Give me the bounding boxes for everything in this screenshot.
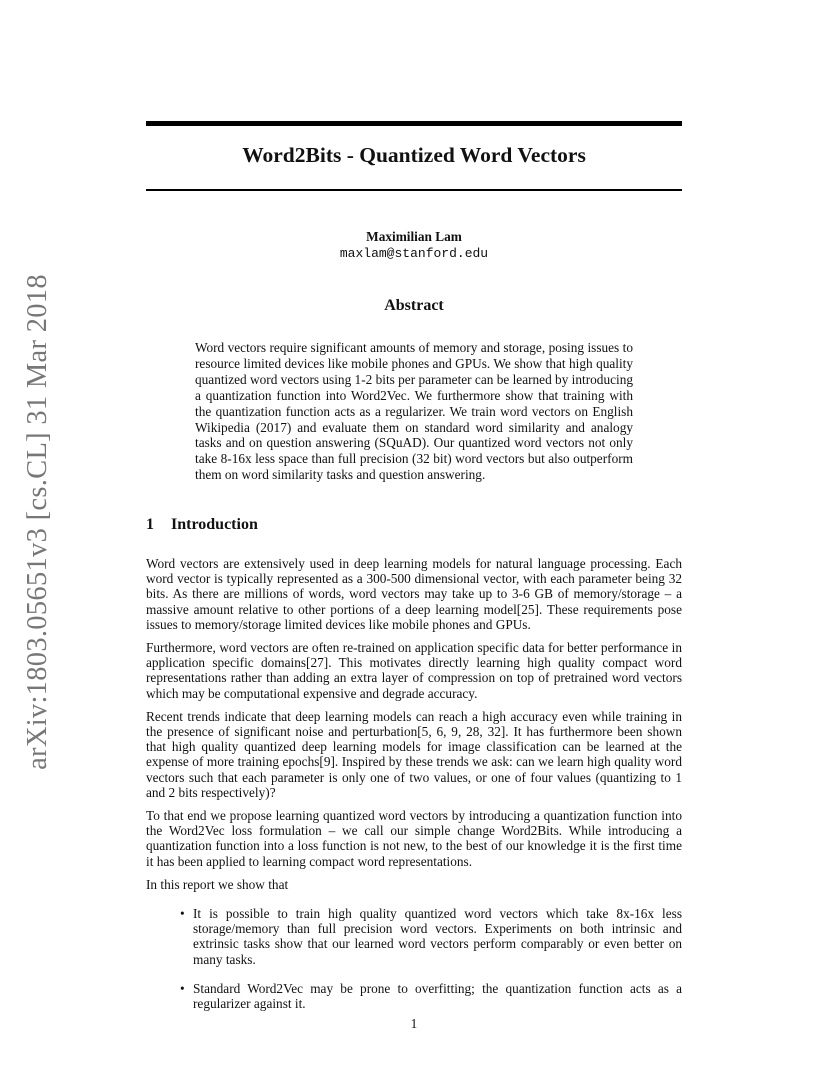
list-item-text: It is possible to train high quality quantized word vectors which take 8x-16x less storage/memory than full precision word vectors. Experiments on both intrinsic and extrinsic tasks show that our learned word vectors perform comparably or even better on many tasks. [193, 906, 682, 967]
page-number: 1 [410, 1016, 418, 1031]
title-top-rule [146, 121, 682, 126]
section-body [146, 556, 682, 1025]
author-email: maxlam@stanford.edu [339, 246, 489, 261]
list-item [180, 981, 682, 1011]
paragraph: To that end we propose learning quantized word vectors by introducing a quantization function into the Word2Vec loss formulation – we call our simple change Word2Bits. While introducing a quantization function into a loss function is not new, to the best of our knowledge it is the first time it has been applied to learning compact word representations. [146, 808, 682, 869]
bullet-icon: • [180, 980, 185, 996]
abstract-heading: Abstract [384, 297, 444, 314]
paper-title: Word2Bits - Quantized Word Vectors [242, 143, 586, 167]
abstract-text: Word vectors require significant amounts of memory and storage, posing issues to resource limited devices like mobile phones and GPUs. We show that high quality quantized word vectors using 1-2 bits per parameter can be learned by introducing a quantization function into Word2Vec. We furthermore show that training with the quantization function acts as a regularizer. We train word vectors on English Wikipedia (2017) and evaluate them on standard word similarity and analogy tasks and on question answering (SQuAD). Our quantized word vectors not only take 8-16x less space than full precision (32 bit) word vectors but also outperform them on word similarity tasks and question answering. [195, 340, 633, 483]
title-bottom-rule [146, 189, 682, 191]
contribution-list [146, 906, 682, 1011]
section-title: Introduction [171, 516, 258, 533]
section-number: 1 [146, 516, 154, 533]
paragraph: Recent trends indicate that deep learning models can reach a high accuracy even while training in the presence of significant noise and perturbation[5, 6, 9, 28, 32]. It has furthermore been shown that high quality quantized deep learning models for image classification can be learned at the expense of more training epochs[9]. Inspired by these trends we ask: can we learn high quality word vectors such that each parameter is only one of two values, or one of four values (quantizing to 1 and 2 bits respectively)? [146, 708, 682, 800]
arxiv-identifier: arXiv:1803.05651v3 [cs.CL] 31 Mar 2018 [22, 274, 53, 770]
list-item [180, 906, 682, 967]
paragraph: In this report we show that [146, 876, 289, 892]
section-heading [146, 516, 258, 534]
bullet-icon: • [180, 906, 185, 922]
paragraph: Furthermore, word vectors are often re-trained on application specific data for better performance in application specific domains[27]. This motivates directly learning high quality compact word representations rather than adding an extra layer of compression on top of pretrained word vectors which may be computational expensive and degrade accuracy. [146, 640, 682, 701]
list-item-text: Standard Word2Vec may be prone to overfitting; the quantization function acts as a regularizer against it. [193, 980, 682, 1012]
author-name: Maximilian Lam [366, 229, 462, 244]
paragraph: Word vectors are extensively used in deep learning models for natural language processing. Each word vector is typically represented as a 300-500 dimensional vector, with each parameter being 32 bits. As there are millions of words, word vectors may take up to 3-6 GB of memory/storage – a massive amount relative to other portions of a deep learning model[25]. These requirements pose issues to memory/storage limited devices like mobile phones and GPUs. [146, 556, 682, 632]
